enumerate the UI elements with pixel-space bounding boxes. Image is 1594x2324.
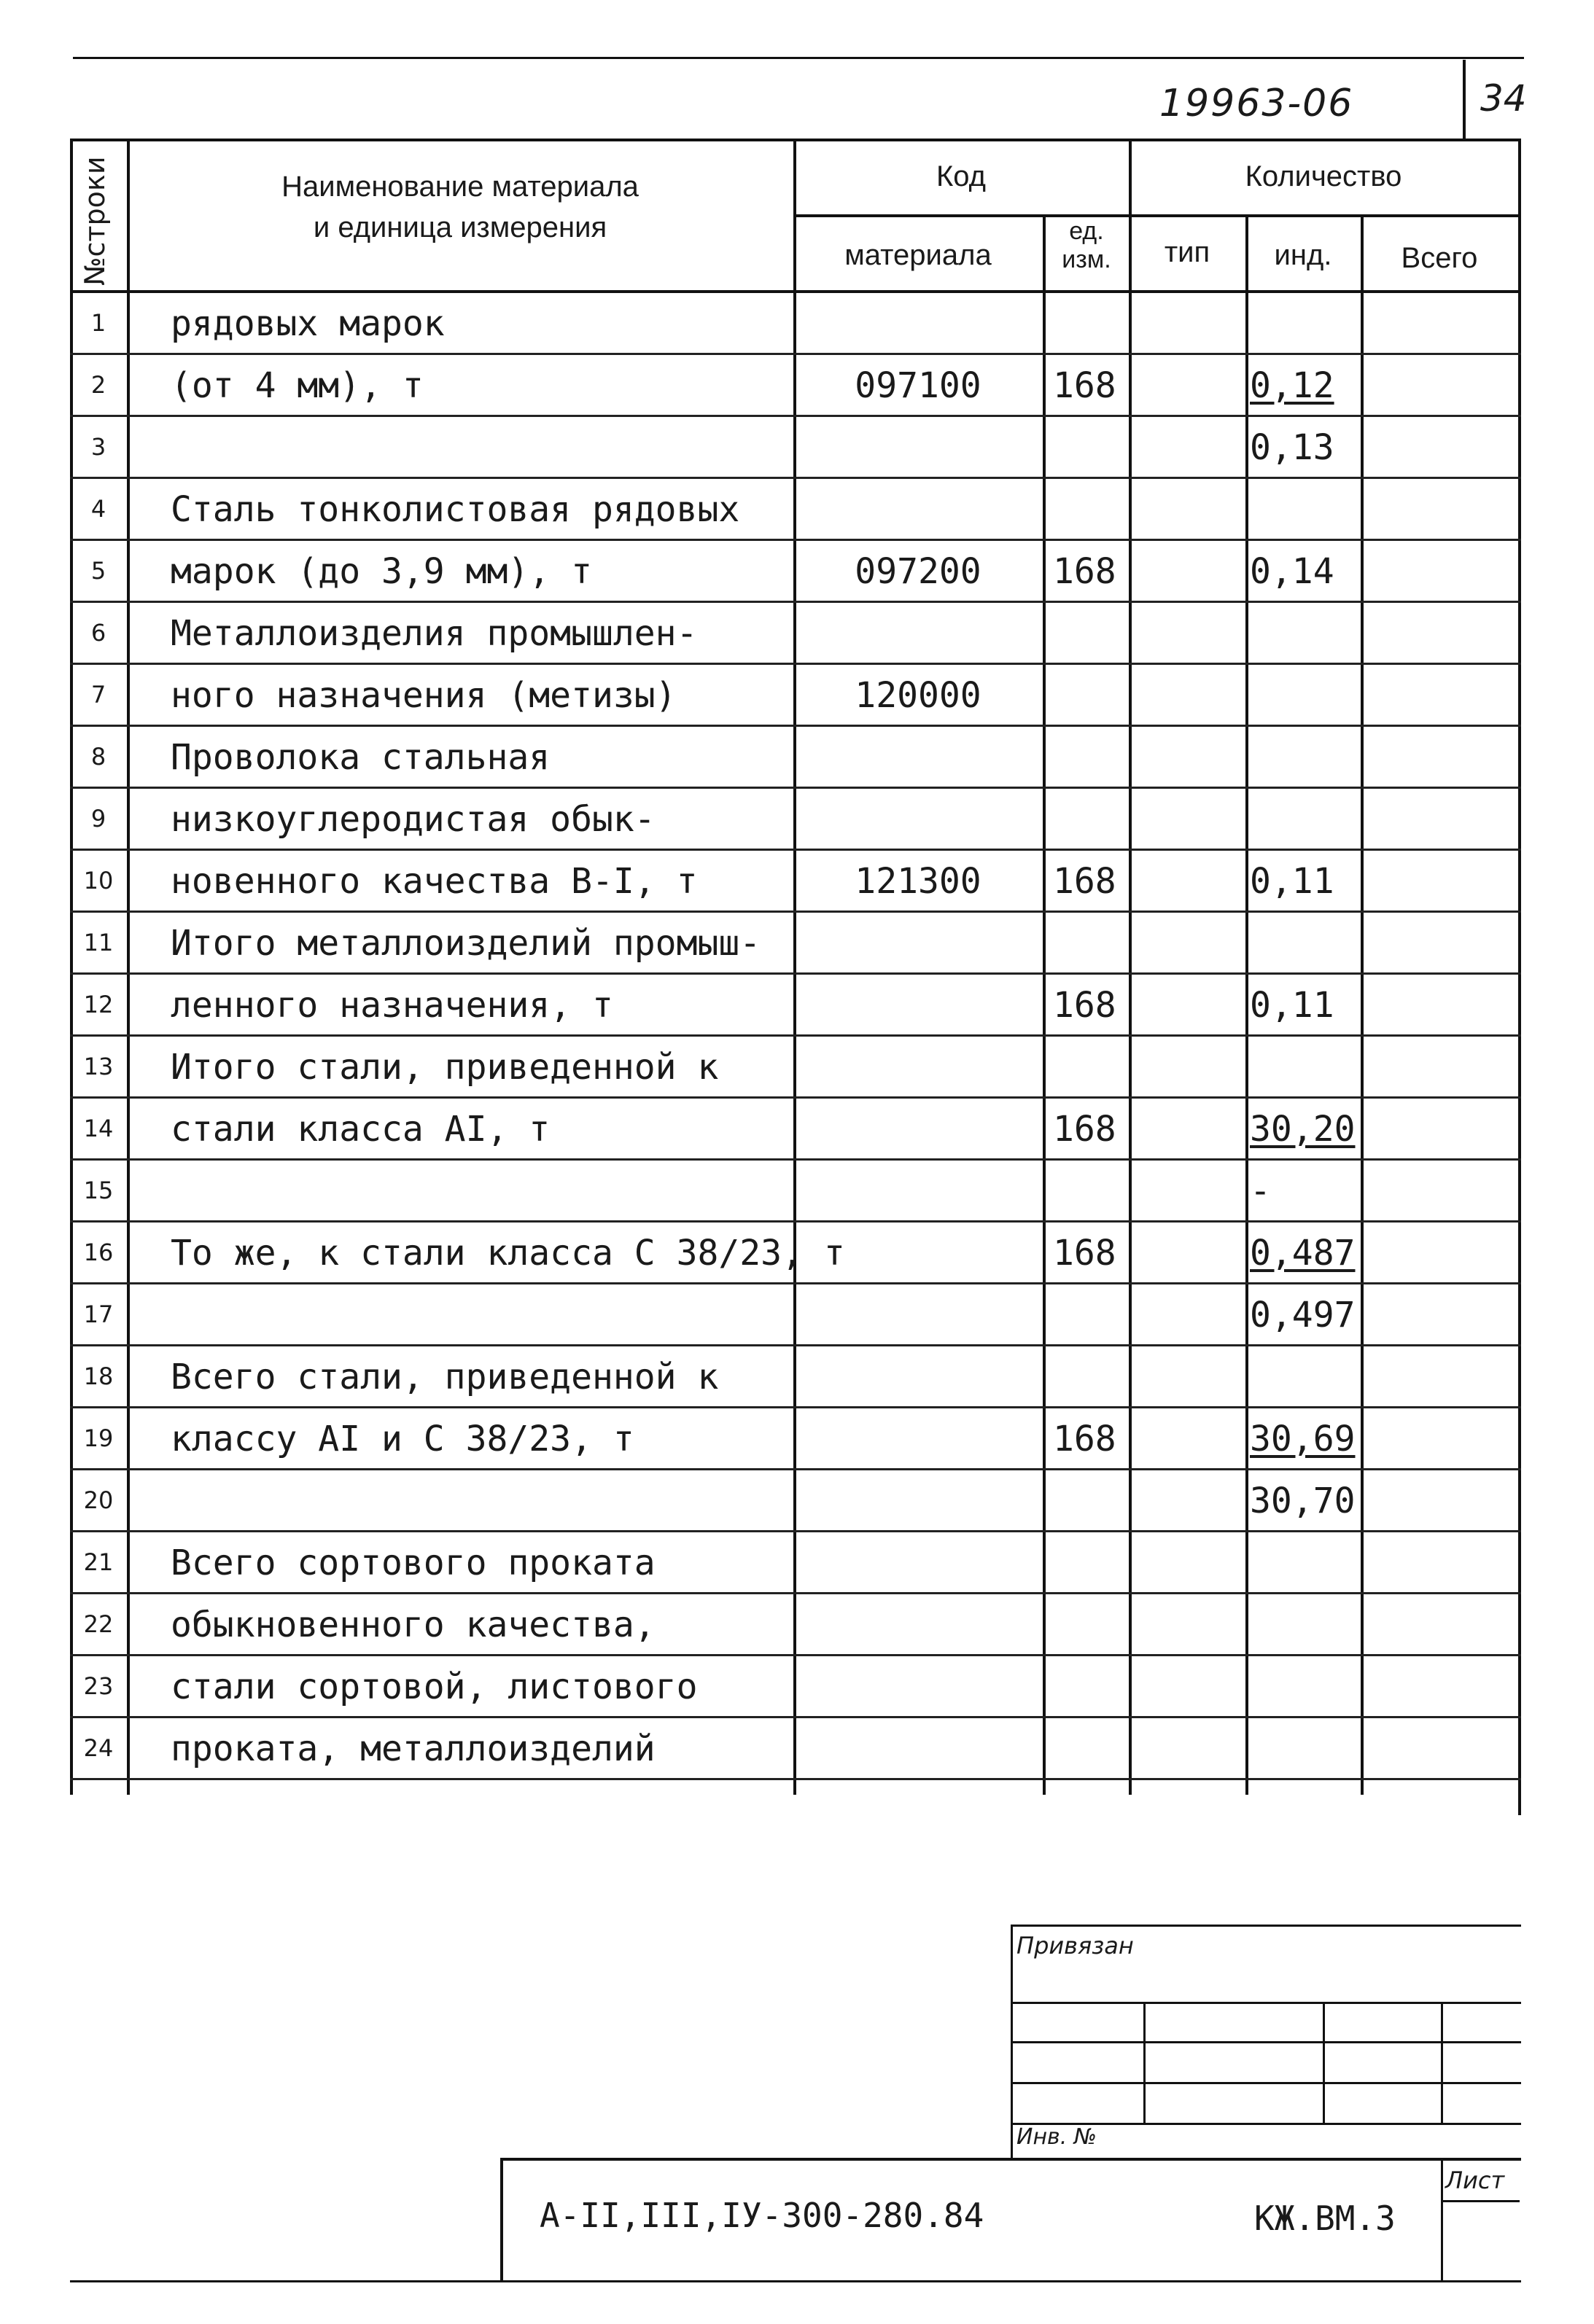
material-name: стали сортовой, листового: [171, 1666, 698, 1707]
material-name: новенного качества В-I, т: [171, 861, 698, 902]
unit-code: 168: [1053, 1109, 1116, 1150]
row-divider: [70, 1282, 1521, 1284]
title-block-left: [500, 2158, 503, 2282]
material-name: марок (до 3,9 мм), т: [171, 551, 592, 592]
row-number: 23: [83, 1672, 114, 1700]
material-name: Металлоизделия промышлен-: [171, 613, 698, 654]
row-number: 6: [90, 619, 106, 647]
material-name: рядовых марок: [171, 303, 445, 344]
stamp-col-3: [1441, 2002, 1443, 2123]
type-header: тип: [1164, 236, 1210, 268]
row-divider: [70, 1096, 1521, 1099]
row-divider: [70, 972, 1521, 975]
unit-code: 168: [1053, 365, 1116, 406]
unit-code: 168: [1053, 1233, 1116, 1274]
row-number: 21: [83, 1548, 114, 1576]
row-divider: [70, 1468, 1521, 1470]
row-divider: [70, 415, 1521, 417]
row-divider: [70, 849, 1521, 851]
ind-quantity: 0,12: [1250, 365, 1334, 406]
row-divider: [70, 1592, 1521, 1594]
ind-quantity: 30,69: [1250, 1419, 1356, 1459]
material-name: обыкновенного качества,: [171, 1604, 656, 1645]
stamp-row-2: [1011, 2041, 1521, 2043]
unit-code: 168: [1053, 1419, 1116, 1459]
material-code-header: материала: [844, 239, 992, 271]
title-block-sheet-divider: [1441, 2158, 1443, 2282]
rowno-header: №строки: [79, 156, 111, 286]
row-number: 19: [83, 1424, 114, 1452]
row-number: 3: [90, 433, 106, 461]
sheet-number-divider: [1463, 60, 1466, 140]
ind-quantity: 0,14: [1250, 551, 1334, 592]
row-number: 4: [90, 495, 106, 523]
row-number: 2: [90, 371, 106, 399]
row-divider: [70, 1530, 1521, 1532]
stamp-row-1: [1011, 2002, 1521, 2004]
col-line-type: [1245, 214, 1248, 1795]
row-number: 15: [83, 1177, 114, 1204]
material-name: Всего стали, приведенной к: [171, 1357, 719, 1397]
row-number: 14: [83, 1115, 114, 1142]
row-number: 18: [83, 1362, 114, 1390]
row-divider: [70, 353, 1521, 355]
unit-code: 168: [1053, 985, 1116, 1026]
qty-header: Количество: [1245, 160, 1402, 192]
material-code: 097200: [855, 551, 981, 592]
col-line-code: [1043, 214, 1046, 1795]
row-number: 10: [83, 867, 114, 894]
stamp-row-3: [1011, 2082, 1521, 2084]
inventory-label: Инв. №: [1016, 2124, 1097, 2150]
material-code: 121300: [855, 861, 981, 902]
material-name: Итого стали, приведенной к: [171, 1047, 719, 1088]
material-code: 120000: [855, 675, 981, 716]
stamp-col-1: [1143, 2002, 1146, 2123]
title-block-bottom: [70, 2280, 1521, 2282]
name-header: Наименование материала и единица измерения: [281, 171, 639, 243]
material-name: Проволока стальная: [171, 737, 551, 778]
row-divider: [70, 1406, 1521, 1408]
row-divider: [70, 1654, 1521, 1656]
header-mid-line: [793, 214, 1520, 217]
material-name: стали класса AI, т: [171, 1109, 551, 1150]
material-name: Сталь тонколистовая рядовых: [171, 489, 740, 530]
col-line-right: [1518, 139, 1521, 1815]
ind-quantity: -: [1250, 1171, 1271, 1212]
material-name: Всего сортового проката: [171, 1543, 656, 1583]
unit-header: ед. изм.: [1062, 217, 1111, 274]
material-name: ленного назначения, т: [171, 985, 613, 1026]
ind-quantity: 0,487: [1250, 1233, 1356, 1274]
material-name: Итого металлоизделий промыш-: [171, 923, 761, 964]
row-number: 8: [90, 743, 106, 771]
stamp-top: [1011, 1925, 1521, 1927]
ind-quantity: 0,11: [1250, 985, 1334, 1026]
top-rule: [73, 57, 1524, 59]
material-name: классу AI и С 38/23, т: [171, 1419, 634, 1459]
code-header: Код: [936, 160, 986, 192]
row-number: 11: [83, 929, 114, 956]
row-number: 13: [83, 1053, 114, 1080]
row-divider: [70, 1220, 1521, 1223]
material-name: проката, металлоизделий: [171, 1728, 656, 1769]
material-name: (от 4 мм), т: [171, 365, 424, 406]
bound-label: Привязан: [1016, 1932, 1134, 1960]
doc-code: КЖ.ВМ.3: [1254, 2199, 1396, 2238]
col-line-rowno: [127, 139, 130, 1795]
total-header: Всего: [1401, 242, 1478, 274]
material-name: ного назначения (метизы): [171, 675, 677, 716]
row-number: 5: [90, 557, 106, 585]
row-divider: [70, 1034, 1521, 1037]
title-block-top: [500, 2158, 1521, 2161]
row-divider: [70, 1716, 1521, 1718]
row-divider: [70, 539, 1521, 541]
row-divider: [70, 1778, 1521, 1780]
row-number: 22: [83, 1610, 114, 1638]
ind-header: инд.: [1274, 239, 1332, 271]
unit-code: 168: [1053, 551, 1116, 592]
unit-code: 168: [1053, 861, 1116, 902]
material-name: То же, к стали класса С 38/23, т: [171, 1233, 845, 1274]
material-name: низкоуглеродистая обык-: [171, 799, 656, 840]
row-number: 7: [90, 681, 106, 709]
ind-quantity: 30,70: [1250, 1481, 1356, 1521]
sheet-label-line: [1441, 2200, 1520, 2202]
row-divider: [70, 725, 1521, 727]
row-number: 17: [83, 1301, 114, 1328]
document-number: 19963-06: [1159, 82, 1354, 125]
row-divider: [70, 1344, 1521, 1346]
row-number: 9: [90, 805, 106, 832]
row-divider: [70, 911, 1521, 913]
project-code: А-II,III,IУ-300-280.84: [540, 2196, 984, 2235]
ind-quantity: 0,11: [1250, 861, 1334, 902]
row-number: 24: [83, 1734, 114, 1762]
ind-quantity: 0,13: [1250, 427, 1334, 468]
row-number: 12: [83, 991, 114, 1018]
row-divider: [70, 787, 1521, 789]
row-divider: [70, 663, 1521, 665]
row-number: 1: [90, 309, 106, 337]
ind-quantity: 30,20: [1250, 1109, 1356, 1150]
row-number: 16: [83, 1239, 114, 1266]
ind-quantity: 0,497: [1250, 1295, 1356, 1335]
row-number: 20: [83, 1486, 114, 1514]
sheet-number: 34: [1480, 77, 1527, 120]
stamp-col-2: [1323, 2002, 1325, 2123]
material-code: 097100: [855, 365, 981, 406]
row-divider: [70, 601, 1521, 603]
row-divider: [70, 1158, 1521, 1161]
row-divider: [70, 477, 1521, 479]
sheet-label: Лист: [1445, 2167, 1505, 2194]
